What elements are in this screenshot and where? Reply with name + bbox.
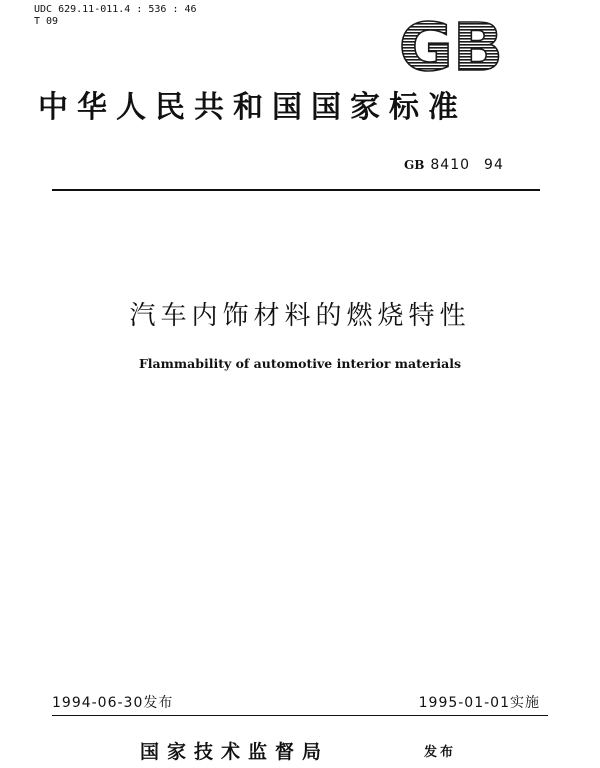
document-title-english: Flammability of automotive interior materials [138, 356, 462, 371]
effective-date: 1995-01-01实施 [418, 695, 540, 711]
publisher-name: 国家技术监督局 [140, 741, 330, 763]
issue-date: 1994-06-30发布 [52, 695, 174, 711]
gb-logo [398, 14, 504, 76]
category-code: T 09 [34, 16, 59, 27]
standard-code: 8410 [430, 157, 471, 173]
standard-number [404, 156, 504, 174]
document-title-chinese: 汽车内饰材料的燃烧特性 [129, 301, 471, 331]
standard-year: 94 [484, 157, 504, 173]
footer-rule [52, 715, 548, 716]
gb-logo-text: GB [398, 14, 504, 76]
header-rule [52, 189, 540, 191]
udc-code: UDC 629.11-011.4 : 536 : 46 [34, 4, 197, 15]
organization-title: 中华人民共和国国家标准 [38, 90, 467, 125]
standard-prefix: GB [404, 158, 425, 172]
publish-label: 发布 [424, 745, 457, 760]
